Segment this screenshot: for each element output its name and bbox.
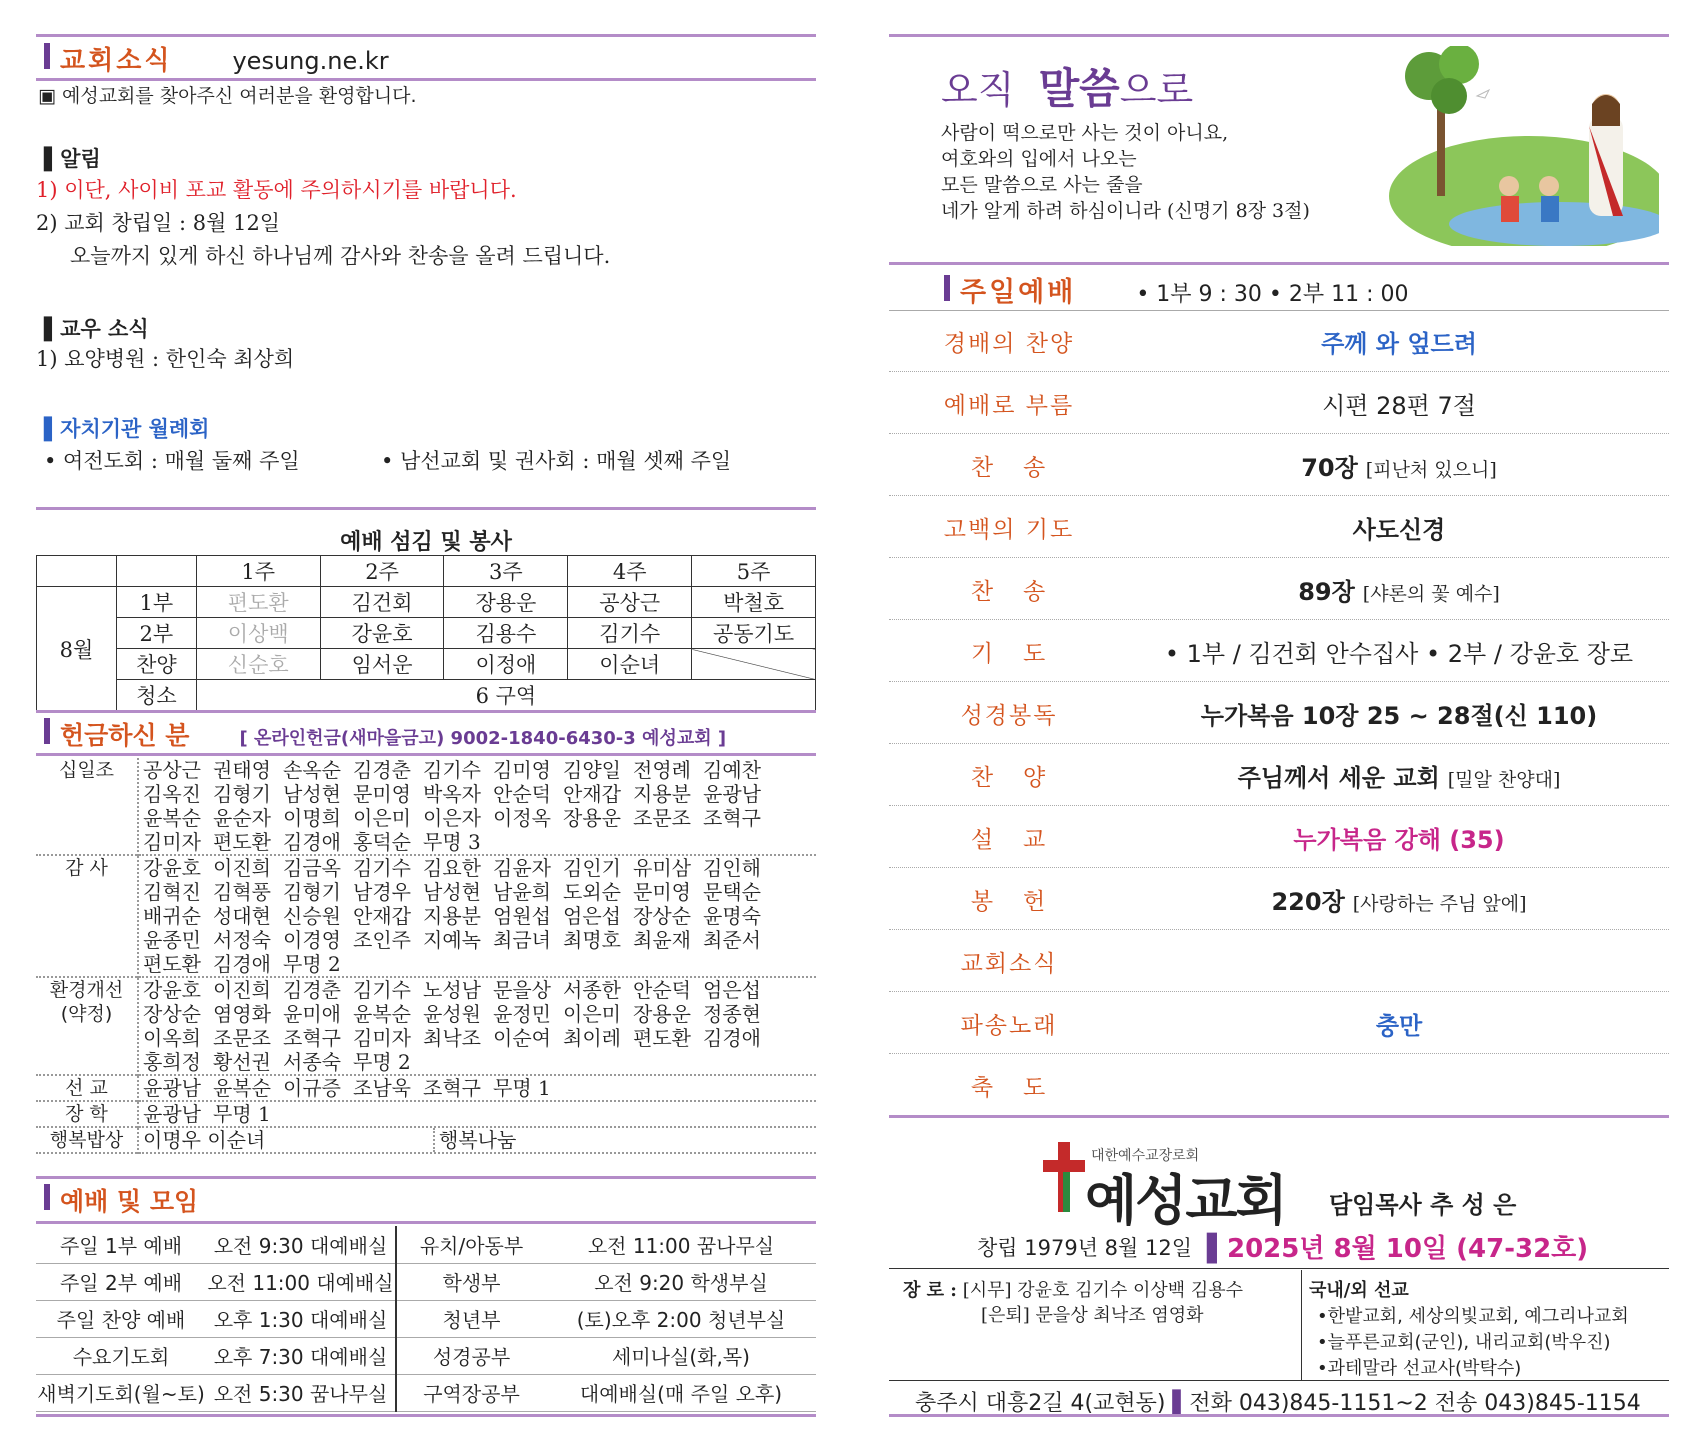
offering-group — [36, 758, 816, 855]
donor-name: 윤복순 — [143, 806, 201, 830]
donor-name: 김경춘 — [353, 758, 411, 782]
order-row — [889, 807, 1669, 868]
donor-name: 김기수 — [423, 758, 481, 782]
donor-name: 엄은섭 — [703, 978, 761, 1002]
offering-label: 감 사 — [65, 857, 108, 879]
donor-name: 황선권 — [213, 1050, 271, 1074]
verse-text: 사람이 떡으로만 사는 것이 아니요, 여호와의 입에서 나오는 모든 말씀으로 사는 줄을 네가 알게 하려 하심이니라 (신명기 8장 3절) — [941, 122, 1310, 222]
donor-name: 서종한 — [563, 978, 621, 1002]
donor-name: 윤광남 — [143, 1102, 201, 1126]
meeting-dept: 성경공부 — [396, 1337, 546, 1374]
donor-name: 김예찬 — [703, 758, 761, 782]
donor-name: 문을상 — [493, 978, 551, 1002]
order-row — [889, 435, 1669, 496]
donor-name: 김인기 — [563, 856, 621, 880]
donor-name: 무명 1 — [493, 1076, 551, 1100]
donor-name: 김옥진 — [143, 782, 201, 806]
rule — [889, 1268, 1669, 1269]
meeting-row — [36, 1374, 816, 1411]
site-url[interactable]: yesung.ne.kr — [232, 47, 389, 75]
jesus-children-illustration — [1389, 46, 1659, 246]
meeting-row — [36, 1263, 816, 1300]
meeting-row — [36, 1300, 816, 1337]
donor-name: 최낙조 — [423, 1026, 481, 1050]
order-note: [밀알 찬양대] — [1447, 768, 1561, 791]
meeting-row — [36, 1226, 816, 1263]
donor-name: 윤미애 — [283, 1002, 341, 1026]
donor-name: 김금옥 — [283, 856, 341, 880]
donor-name: 이은미 — [353, 806, 411, 830]
welcome-text: ▣ 예성교회를 찾아주신 여러분을 환영합니다. — [38, 85, 417, 107]
happy-names: 이명우 이순녀 — [143, 1128, 266, 1152]
phone: 전화 043)845-1151~2 전송 043)845-1154 — [1189, 1391, 1641, 1416]
week-2: 2주 — [320, 556, 444, 587]
donor-name: 무명 1 — [213, 1102, 271, 1126]
meeting-dept-time: 세미나실(화,목) — [546, 1337, 816, 1374]
section-bar — [44, 718, 50, 744]
donor-name: 강윤호 — [143, 978, 201, 1002]
donor-name: 이진희 — [213, 856, 271, 880]
donor-name: 무명 2 — [353, 1050, 411, 1074]
donor-name: 안재갑 — [353, 904, 411, 928]
donor-name: 문미영 — [353, 782, 411, 806]
donor-name: 윤정민 — [493, 1002, 551, 1026]
meeting-time: 오후 1:30 대예배실 — [206, 1300, 396, 1337]
meeting-name: 주일 2부 예배 — [36, 1263, 206, 1300]
donor-name: 편도환 — [143, 952, 201, 976]
founded: 창립 1979년 8월 12일 — [977, 1236, 1192, 1260]
order-row — [889, 621, 1669, 682]
donor-name: 이진희 — [213, 978, 271, 1002]
meeting-time: 오후 7:30 대예배실 — [206, 1337, 396, 1374]
donor-name: 최이레 — [563, 1026, 621, 1050]
duty-cell: 이정애 — [444, 649, 568, 680]
order-label: 기 도 — [970, 640, 1048, 667]
donor-name: 안재갑 — [563, 782, 621, 806]
donor-name: 무명 3 — [423, 830, 481, 854]
donor-name: 김윤자 — [493, 856, 551, 880]
order-value: 220장 — [1271, 887, 1345, 916]
order-value: • 1부 / 김건회 안수집사 • 2부 / 강윤호 장로 — [1164, 639, 1634, 668]
order-value: 사도신경 — [1352, 515, 1446, 544]
donor-name: 조문조 — [213, 1026, 271, 1050]
donor-name: 장용운 — [563, 806, 621, 830]
contact: 충주시 대흥2길 4(교현동) ▌전화 043)845-1151~2 전송 043)845-1154 — [915, 1391, 1641, 1416]
month-label: 8월 — [37, 587, 117, 711]
donor-name: 김경애 — [213, 952, 271, 976]
donor-name: 김경애 — [283, 830, 341, 854]
worship-title: 주일예배 — [960, 277, 1077, 308]
order-row — [889, 683, 1669, 744]
order-label: 경배의 찬양 — [943, 330, 1075, 357]
donor-name: 홍덕순 — [353, 830, 411, 854]
notice-1: 1) 이단, 사이비 포교 활동에 주의하시기를 바랍니다. — [36, 178, 517, 202]
donor-name: 김혁풍 — [213, 880, 271, 904]
donor-name: 남성현 — [423, 880, 481, 904]
donor-name: 조혁구 — [423, 1076, 481, 1100]
order-row — [889, 993, 1669, 1054]
week-4: 4주 — [568, 556, 692, 587]
donor-name: 손옥순 — [283, 758, 341, 782]
offering-header — [44, 716, 726, 752]
donor-name: 염영화 — [213, 1002, 271, 1026]
empty-slash-cell — [692, 649, 816, 680]
donor-name: 윤명숙 — [703, 904, 761, 928]
donor-name: 김형기 — [283, 880, 341, 904]
meeting-dept: 유치/아동부 — [396, 1226, 546, 1263]
order-value: 누가복음 강해 (35) — [1293, 825, 1505, 854]
order-note: [사랑하는 주님 앞에] — [1352, 892, 1527, 915]
offering-group — [36, 977, 816, 1075]
donor-name: 이정옥 — [493, 806, 551, 830]
meeting-time: 오전 9:30 대예배실 — [206, 1226, 396, 1263]
donor-name: 지예녹 — [423, 928, 481, 952]
donor-name: 성대현 — [213, 904, 271, 928]
order-row — [889, 931, 1669, 992]
pastor: 담임목사 추 성 은 — [1329, 1191, 1517, 1219]
meeting-time: 오전 11:00 대예배실 — [206, 1263, 396, 1300]
donor-name: 공상근 — [143, 758, 201, 782]
order-value: 70장 — [1301, 453, 1358, 482]
donor-name: 윤종민 — [143, 928, 201, 952]
news-header — [44, 40, 389, 77]
donor-name: 편도환 — [633, 1026, 691, 1050]
meeting-dept: 구역장공부 — [396, 1374, 546, 1411]
member-heading: ▌교우 소식 — [44, 317, 149, 341]
donor-name: 홍희정 — [143, 1050, 201, 1074]
donor-name: 이은자 — [423, 806, 481, 830]
donor-name: 최명호 — [563, 928, 621, 952]
org-heading: ▌자치기관 월례회 — [44, 417, 210, 441]
row-label: 1부 — [116, 587, 196, 618]
donor-name: 김기수 — [353, 856, 411, 880]
duty-cell: 임서운 — [320, 649, 444, 680]
donor-name: 최윤재 — [633, 928, 691, 952]
donor-name: 윤복순 — [353, 1002, 411, 1026]
row-label: 청소 — [116, 680, 196, 711]
order-label: 봉 헌 — [970, 888, 1048, 915]
rule — [36, 1414, 816, 1417]
order-label: 찬 송 — [970, 578, 1048, 605]
order-label: 고백의 기도 — [943, 516, 1075, 543]
duty-cell: 이상백 — [196, 618, 320, 649]
donor-name: 김미영 — [493, 758, 551, 782]
meeting-dept-time: 대예배실(매 주일 오후) — [546, 1374, 816, 1411]
donor-name: 최금녀 — [493, 928, 551, 952]
donor-name: 노성남 — [423, 978, 481, 1002]
donor-name: 윤광남 — [143, 1076, 201, 1100]
notice-2-detail: 오늘까지 있게 하신 하나님께 감사와 찬송을 올려 드립니다. — [70, 244, 611, 268]
donor-name: 신승원 — [283, 904, 341, 928]
donor-name: 조혁구 — [703, 806, 761, 830]
rule — [889, 1380, 1669, 1381]
duty-cell: 편도환 — [196, 587, 320, 618]
week-5: 5주 — [692, 556, 816, 587]
donor-name: 김기수 — [353, 978, 411, 1002]
order-row — [889, 869, 1669, 930]
rule — [889, 1115, 1669, 1118]
org-2: • 남선교회 및 권사회 : 매월 셋째 주일 — [381, 449, 732, 473]
org-1: • 여전도회 : 매월 둘째 주일 — [44, 449, 300, 473]
top-rule — [889, 34, 1669, 37]
donor-name: 강윤호 — [143, 856, 201, 880]
donor-name: 김혁진 — [143, 880, 201, 904]
donor-name: 문택순 — [703, 880, 761, 904]
duty-cell: 이순녀 — [568, 649, 692, 680]
donor-name: 지용분 — [423, 904, 481, 928]
address: 충주시 대흥2길 4(교현동) — [915, 1391, 1166, 1416]
donor-name: 무명 2 — [283, 952, 341, 976]
section-bar — [44, 43, 50, 69]
online-account: [ 온라인헌금(새마을금고) 9002-1840-6430-3 예성교회 ] — [239, 728, 727, 749]
order-label: 찬 송 — [970, 454, 1048, 481]
donor-name: 이명희 — [283, 806, 341, 830]
happy-label: 행복밥상 — [49, 1129, 124, 1151]
offering-label: 장 학 — [65, 1103, 108, 1125]
notice-heading: ▌알림 — [44, 147, 101, 171]
order-label: 파송노래 — [960, 1012, 1058, 1039]
order-row — [889, 559, 1669, 620]
offering-label: 환경개선 (약정) — [49, 979, 124, 1025]
donor-name: 도외순 — [563, 880, 621, 904]
donor-name: 조혁구 — [283, 1026, 341, 1050]
duty-cell: 공동기도 — [692, 618, 816, 649]
worship-times: • 1부 9 : 30 • 2부 11 : 00 — [1136, 282, 1409, 307]
order-value: 충만 — [1375, 1011, 1423, 1040]
donor-name: 김인해 — [703, 856, 761, 880]
church-name: 예성교회 — [1085, 1169, 1286, 1232]
meetings-title: 예배 및 모임 — [60, 1187, 199, 1216]
meeting-name: 주일 찬양 예배 — [36, 1300, 206, 1337]
offering-group — [36, 855, 816, 977]
duty-cell: 장용운 — [444, 587, 568, 618]
donor-name: 이규증 — [283, 1076, 341, 1100]
donor-name: 장상순 — [633, 904, 691, 928]
missions: 국내/외 선교 •한밭교회, 세상의빛교회, 예그리나교회 •늘푸른교회(군인), 내리교회(박우진) •과테말라 선교사(박탁수) — [1309, 1280, 1629, 1379]
donor-name: 김경애 — [703, 1026, 761, 1050]
donor-name: 윤복순 — [213, 1076, 271, 1100]
rule — [36, 1176, 816, 1179]
duty-cell: 공상근 — [568, 587, 692, 618]
duty-cell: 강윤호 — [320, 618, 444, 649]
order-note: [피난처 있으니] — [1365, 458, 1497, 481]
duty-cell: 박철호 — [692, 587, 816, 618]
donor-name: 배귀순 — [143, 904, 201, 928]
donor-name: 윤광남 — [703, 782, 761, 806]
donor-name: 이경영 — [283, 928, 341, 952]
duty-cell: 김기수 — [568, 618, 692, 649]
meeting-name: 새벽기도회(월~토) — [36, 1374, 206, 1411]
donor-name: 이옥희 — [143, 1026, 201, 1050]
row-label: 2부 — [116, 618, 196, 649]
top-rule — [36, 34, 816, 37]
donor-name: 엄원섭 — [493, 904, 551, 928]
donor-name: 서종숙 — [283, 1050, 341, 1074]
meeting-dept: 학생부 — [396, 1263, 546, 1300]
order-label: 성경봉독 — [960, 702, 1058, 729]
member-1: 1) 요양병원 : 한인숙 최상희 — [36, 347, 295, 371]
offering-label: 십일조 — [58, 759, 115, 781]
order-note: [샤론의 꽃 예수] — [1362, 582, 1500, 605]
order-label: 축 도 — [970, 1074, 1048, 1101]
donor-name: 윤성원 — [423, 1002, 481, 1026]
elders: 장 로 : [시무] 강윤호 김기수 이상백 김용수 [은퇴] 문을상 최낙조 염영화 — [903, 1280, 1244, 1326]
meeting-time: 오전 5:30 꿈나무실 — [206, 1374, 396, 1411]
order-value: 시편 28편 7절 — [1322, 391, 1476, 420]
donor-name: 윤순자 — [213, 806, 271, 830]
order-label: 교회소식 — [960, 950, 1058, 977]
donor-name: 유미삼 — [633, 856, 691, 880]
donor-name: 이순여 — [493, 1026, 551, 1050]
donor-name: 전영례 — [633, 758, 691, 782]
offering-table — [36, 758, 816, 1154]
meeting-dept: 청년부 — [396, 1300, 546, 1337]
order-value: 누가복음 10장 25 ~ 28절(신 110) — [1200, 701, 1598, 730]
donor-name: 김미자 — [143, 830, 201, 854]
order-row — [889, 497, 1669, 558]
offering-label: 선 교 — [65, 1077, 108, 1099]
donor-name: 남성현 — [283, 782, 341, 806]
rule — [36, 1221, 816, 1224]
duty-cell: 김건회 — [320, 587, 444, 618]
section-bar — [944, 275, 950, 301]
offering-group — [36, 1075, 816, 1101]
meeting-row — [36, 1337, 816, 1374]
donor-name: 남윤희 — [493, 880, 551, 904]
order-value: 주님께서 세운 교회 — [1237, 763, 1440, 792]
meetings-header — [44, 1182, 198, 1218]
rule — [36, 507, 816, 510]
divider — [1301, 1270, 1302, 1380]
donor-name: 정종현 — [703, 1002, 761, 1026]
news-title: 교회소식 — [60, 46, 173, 76]
cross-logo-icon — [1039, 1142, 1089, 1212]
order-label: 찬 양 — [970, 764, 1048, 791]
elder-label: 장 로 : — [903, 1280, 957, 1301]
meeting-dept-time: 오전 9:20 학생부실 — [546, 1263, 816, 1300]
order-row — [889, 311, 1669, 372]
donor-name: 엄은섭 — [563, 904, 621, 928]
donor-name: 안순덕 — [633, 978, 691, 1002]
donor-name: 조인주 — [353, 928, 411, 952]
meeting-dept-time: 오전 11:00 꿈나무실 — [546, 1226, 816, 1263]
duty-cell: 김용수 — [444, 618, 568, 649]
section-bar — [44, 1184, 50, 1210]
order-label: 설 교 — [970, 826, 1048, 853]
week-3: 3주 — [444, 556, 568, 587]
order-value: 주께 와 엎드려 — [1321, 329, 1477, 358]
verse-heading: 오직 말씀으로 — [941, 64, 1194, 113]
row-label: 찬양 — [116, 649, 196, 680]
notice-2: 2) 교회 창립일 : 8월 12일 — [36, 211, 281, 235]
donor-name: 최준서 — [703, 928, 761, 952]
order-row — [889, 745, 1669, 806]
order-row — [889, 373, 1669, 434]
donor-name: 편도환 — [213, 830, 271, 854]
rule — [889, 262, 1669, 265]
donor-name: 김경춘 — [283, 978, 341, 1002]
donor-name: 김형기 — [213, 782, 271, 806]
donor-name: 조문조 — [633, 806, 691, 830]
worship-header — [944, 270, 1409, 309]
duty-cell: 신순호 — [196, 649, 320, 680]
donor-name: 권태영 — [213, 758, 271, 782]
donor-name: 남경우 — [353, 880, 411, 904]
denomination: 대한예수교장로회 — [1091, 1148, 1200, 1164]
rule — [889, 1414, 1669, 1417]
meeting-name: 주일 1부 예배 — [36, 1226, 206, 1263]
issue-date: ▌2025년 8월 10일 (47-32호) — [1207, 1234, 1589, 1264]
donor-name: 김양일 — [563, 758, 621, 782]
clean-value: 6 구역 — [196, 680, 815, 711]
offering-group — [36, 1101, 816, 1127]
donor-name: 장용운 — [633, 1002, 691, 1026]
order-value: 89장 — [1298, 577, 1355, 606]
rule — [36, 753, 816, 756]
donor-name: 장상순 — [143, 1002, 201, 1026]
donor-name: 이은미 — [563, 1002, 621, 1026]
meeting-dept-time: (토)오후 2:00 청년부실 — [546, 1300, 816, 1337]
meetings-table — [36, 1226, 816, 1412]
meeting-name: 수요기도회 — [36, 1337, 206, 1374]
order-label: 예배로 부름 — [943, 392, 1075, 419]
donor-name: 서정숙 — [213, 928, 271, 952]
duty-table — [36, 555, 816, 711]
order-row — [889, 1055, 1669, 1116]
donor-name: 김미자 — [353, 1026, 411, 1050]
share-label: 행복나눔 — [433, 1128, 516, 1152]
offering-title: 헌금하신 분 — [60, 721, 190, 750]
rule — [36, 710, 816, 713]
donor-name: 박옥자 — [423, 782, 481, 806]
duty-title: 예배 섬김 및 봉사 — [340, 530, 512, 555]
donor-name: 김요한 — [423, 856, 481, 880]
service-order — [889, 311, 1669, 1117]
donor-name: 지용분 — [633, 782, 691, 806]
donor-name: 문미영 — [633, 880, 691, 904]
donor-name: 조남욱 — [353, 1076, 411, 1100]
week-1: 1주 — [196, 556, 320, 587]
donor-name: 안순덕 — [493, 782, 551, 806]
